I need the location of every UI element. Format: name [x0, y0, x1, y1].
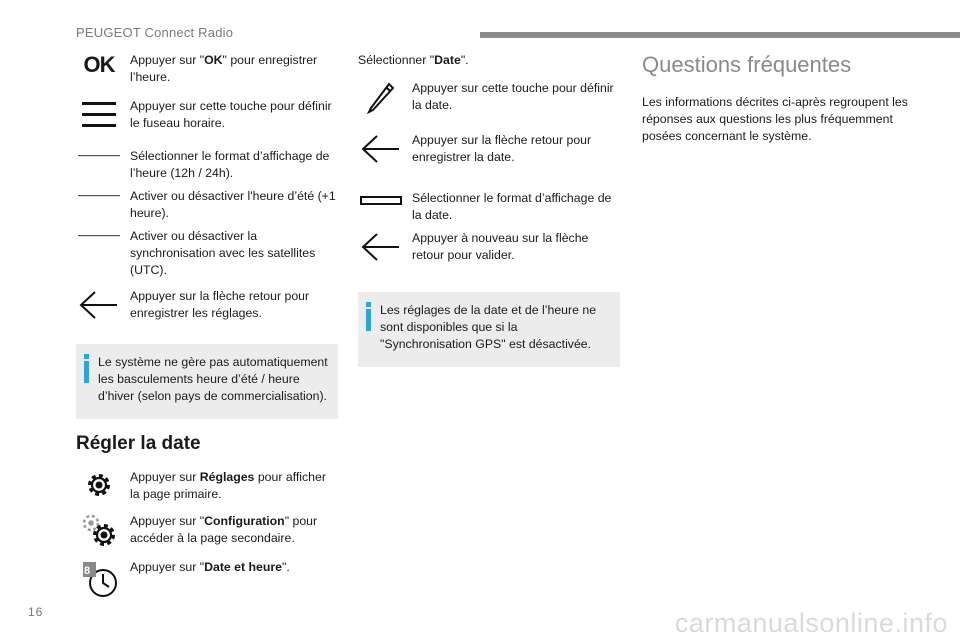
back-arrow-icon [76, 290, 122, 320]
info-icon [366, 302, 371, 332]
note-text: Le système ne gère pas automatiquement les basculements heure d’été / heure d’hiver (selon pays de commercialisation). [98, 355, 328, 403]
page-badge: 8 [84, 565, 91, 577]
double-gear-icon [76, 513, 122, 549]
step-ok [76, 52, 338, 92]
step-settings [76, 469, 338, 513]
right-column [642, 52, 932, 145]
step-satellite-sync [76, 228, 338, 288]
step-text: Sélectionner le format d’affichage de l’heure (12h / 24h). [130, 149, 330, 180]
middle-column [358, 52, 620, 367]
step-text: Appuyer sur "Configuration" pour accéder à la page secondaire. [130, 514, 318, 545]
step-date-format [358, 190, 620, 230]
ok-icon: OK [83, 52, 115, 77]
back-arrow-icon [358, 134, 404, 164]
step-time-format [76, 148, 338, 188]
step-text: Appuyer sur "Date et heure". [130, 560, 290, 574]
step-date-time [76, 559, 338, 605]
step-back-validate [358, 230, 620, 288]
line-icon [76, 234, 122, 238]
faq-intro-text: Les informations décrites ci-après regroupent les réponses aux questions les plus fréquemment posées concernant le système. [642, 95, 908, 143]
step-timezone [76, 98, 338, 148]
info-note [358, 292, 620, 367]
step-configuration [76, 513, 338, 559]
faq-title: Questions fréquentes [642, 52, 852, 77]
step-text: Appuyer sur cette touche pour définir la date. [412, 81, 614, 112]
note-text: Les réglages de la date et de l’heure ne sont disponibles que si la "Synchronisation GPS" est désactivée. [380, 303, 597, 351]
back-arrow-icon [358, 232, 404, 262]
step-text: Appuyer à nouveau sur la flèche retour pour valider. [412, 231, 589, 262]
page-number: 16 [28, 605, 44, 619]
step-text: Activer ou désactiver l'heure d’été (+1 heure). [130, 189, 336, 220]
step-text: Sélectionner le format d’affichage de la date. [412, 191, 612, 222]
step-text: Appuyer sur la flèche retour pour enregistrer la date. [412, 133, 592, 164]
clock-icon [76, 559, 122, 599]
format-bar-icon [358, 196, 404, 206]
step-back-save [76, 288, 338, 338]
left-column [76, 52, 338, 605]
step-set-date [358, 80, 620, 132]
info-note [76, 344, 338, 419]
step-text: Appuyer sur "OK" pour enregistrer l’heure. [130, 53, 318, 84]
step-text: Activer ou désactiver la synchronisation avec les satellites (UTC). [130, 229, 316, 277]
line-icon [76, 194, 122, 198]
watermark: carmanualsonline.info [674, 608, 948, 638]
info-icon [84, 354, 89, 384]
gear-icon [76, 471, 122, 499]
header-bar [480, 32, 960, 38]
line-icon [76, 154, 122, 158]
step-text: Appuyer sur cette touche pour définir le fuseau horaire. [130, 99, 332, 130]
step-back-save-date [358, 132, 620, 190]
intro-text: Sélectionner "Date". [358, 53, 469, 67]
hamburger-icon [76, 102, 122, 128]
step-text: Appuyer sur Réglages pour afficher la page primaire. [130, 470, 326, 501]
pencil-icon [358, 80, 404, 114]
step-summer-time [76, 188, 338, 228]
section-title: Régler la date [76, 433, 201, 454]
document-header-title: PEUGEOT Connect Radio [76, 25, 234, 40]
step-text: Appuyer sur la flèche retour pour enregistrer les réglages. [130, 289, 310, 320]
